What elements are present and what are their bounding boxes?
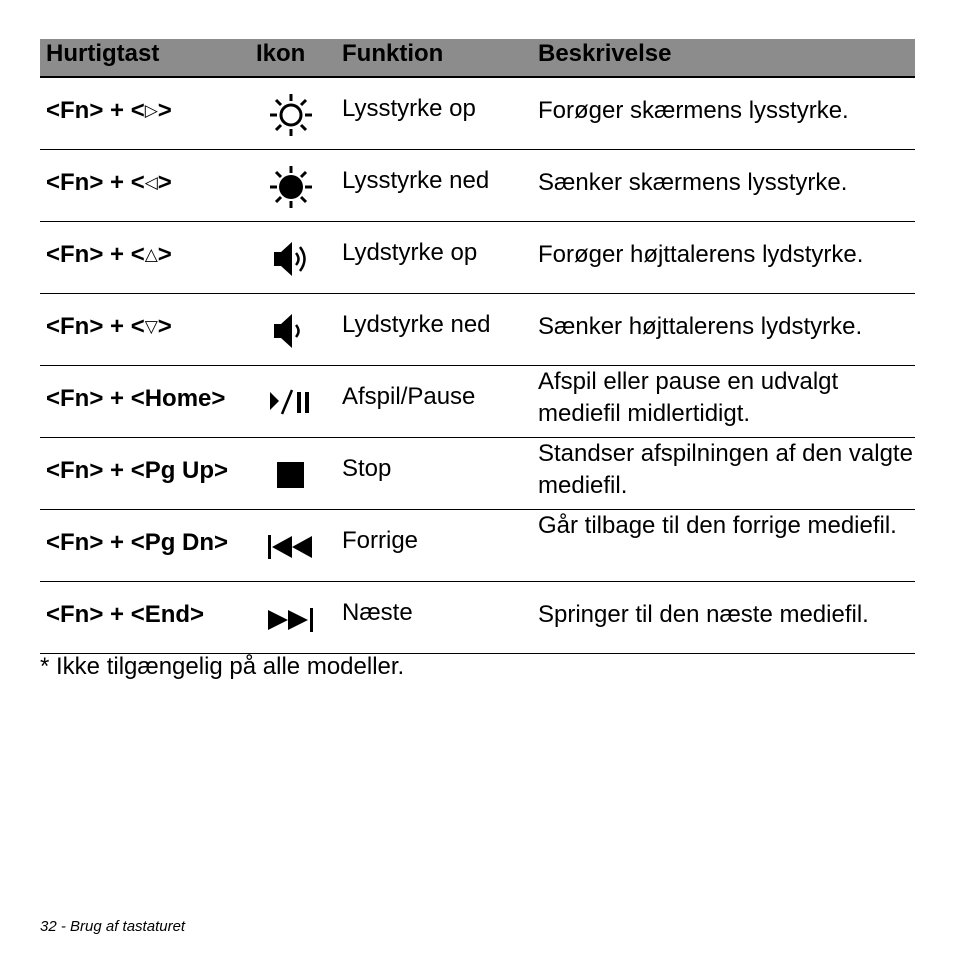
- function-cell: Lysstyrke op: [342, 95, 476, 122]
- table-row: [40, 510, 915, 582]
- shortcut-table: [40, 39, 915, 654]
- brightness-up-icon: [268, 92, 314, 138]
- shortcut-cell: <Fn> + <Pg Dn>: [46, 529, 229, 556]
- description-cell: Forøger højttalerens lydstyrke.: [538, 241, 864, 268]
- description-cell: Går tilbage til den forrige mediefil.: [538, 512, 897, 539]
- function-cell: Næste: [342, 599, 413, 626]
- shortcut-cell: [46, 313, 172, 341]
- function-cell: Forrige: [342, 527, 419, 554]
- table-row: [40, 582, 915, 654]
- shortcut-suffix: >: [157, 97, 172, 124]
- table-row: [40, 366, 915, 438]
- play-pause-icon: [268, 380, 314, 426]
- header-shortcut: Hurtigtast: [46, 40, 160, 67]
- table-header: [40, 39, 915, 78]
- header-function: Funktion: [342, 40, 444, 67]
- description-cell: Sænker skærmens lysstyrke.: [538, 169, 848, 196]
- up-arrow-icon: △: [144, 245, 158, 264]
- shortcut-suffix: >: [157, 313, 172, 340]
- shortcut-prefix: <Fn> + <: [46, 97, 145, 124]
- volume-up-icon: [268, 236, 314, 282]
- page-footer: 32 - Brug af tastaturet: [40, 918, 186, 935]
- shortcut-suffix: >: [157, 169, 172, 196]
- down-arrow-icon: ▽: [144, 317, 158, 336]
- shortcut-prefix: <Fn> + <: [46, 313, 145, 340]
- header-icon: Ikon: [256, 40, 306, 67]
- shortcut-cell: [46, 241, 172, 269]
- table-row: [40, 294, 915, 366]
- shortcut-prefix: <Fn> + <: [46, 241, 145, 268]
- table-row: [40, 150, 915, 222]
- function-cell: Lydstyrke ned: [342, 311, 491, 338]
- shortcut-prefix: <Fn> + <: [46, 169, 145, 196]
- previous-track-icon: [268, 524, 314, 570]
- function-cell: Lysstyrke ned: [342, 167, 490, 194]
- left-arrow-icon: ◁: [144, 173, 158, 192]
- brightness-down-icon: [268, 164, 314, 210]
- description-cell: Springer til den næste mediefil.: [538, 601, 869, 628]
- table-row: [40, 438, 915, 510]
- function-cell: Afspil/Pause: [342, 383, 476, 410]
- table-row: [40, 222, 915, 294]
- right-arrow-icon: ▷: [144, 101, 158, 120]
- shortcut-cell: <Fn> + <End>: [46, 601, 205, 628]
- shortcut-suffix: >: [157, 241, 172, 268]
- footnote: * Ikke tilgængelig på alle modeller.: [40, 653, 405, 680]
- shortcut-cell: [46, 97, 172, 125]
- table-row: [40, 78, 915, 150]
- shortcut-cell: [46, 169, 172, 197]
- header-description: Beskrivelse: [538, 40, 672, 67]
- description-cell: Standser afspilningen af den valgte mediefil.: [538, 440, 913, 499]
- shortcut-cell: <Fn> + <Pg Up>: [46, 457, 229, 484]
- function-cell: Lydstyrke op: [342, 239, 478, 266]
- description-cell: Afspil eller pause en udvalgt mediefil midlertidigt.: [538, 368, 839, 427]
- description-cell: Forøger skærmens lysstyrke.: [538, 97, 849, 124]
- next-track-icon: [268, 596, 314, 642]
- shortcut-cell: <Fn> + <Home>: [46, 385, 226, 412]
- stop-icon: [268, 452, 314, 498]
- description-cell: Sænker højttalerens lydstyrke.: [538, 313, 863, 340]
- function-cell: Stop: [342, 455, 392, 482]
- volume-down-icon: [268, 308, 314, 354]
